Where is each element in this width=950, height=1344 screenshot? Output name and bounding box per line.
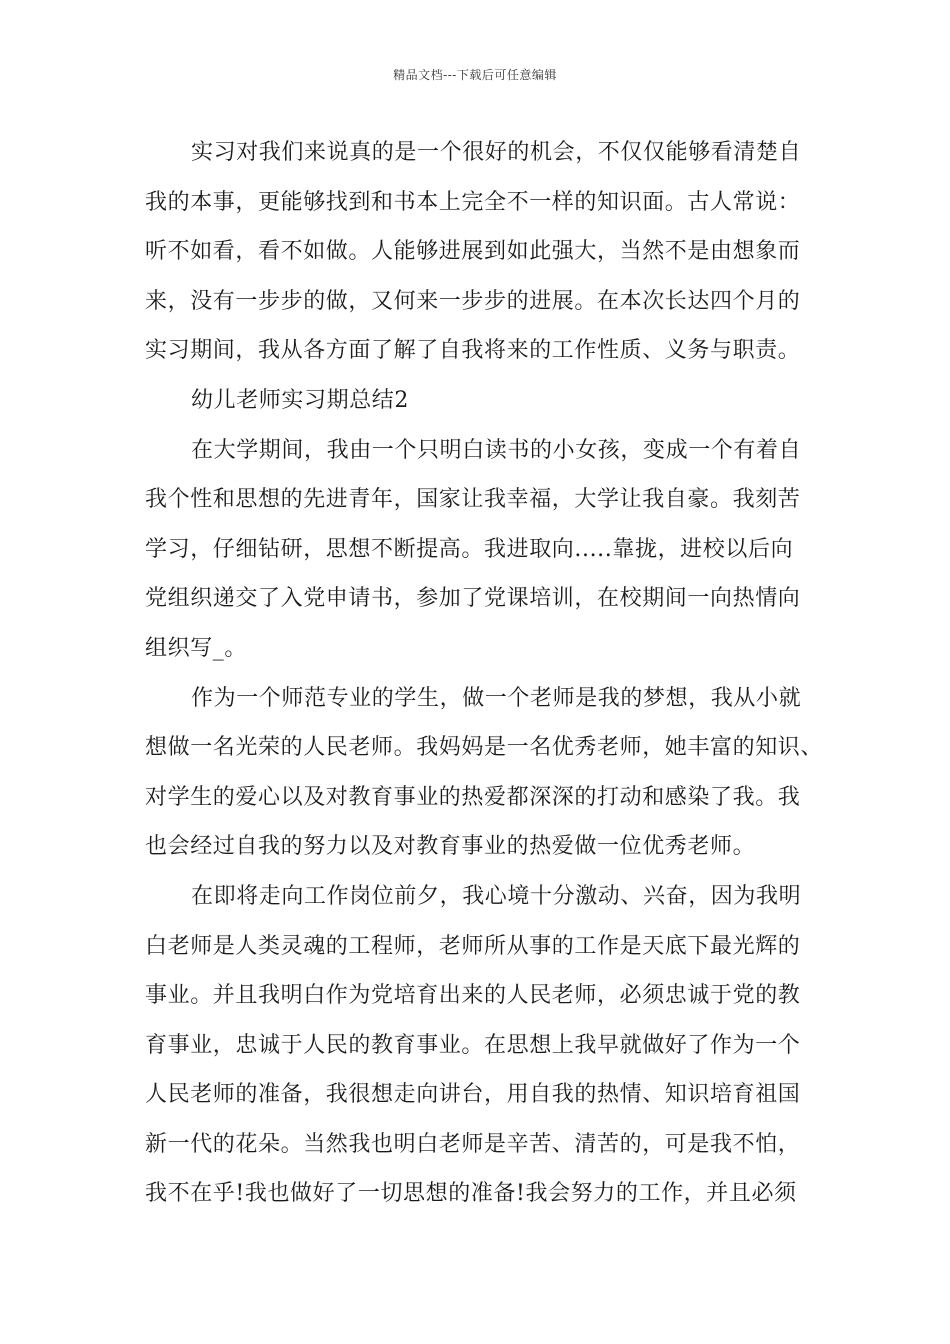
text-line: 实习对我们来说真的是一个很好的机会，不仅仅能够看清楚自 xyxy=(191,140,802,165)
text-line: 组织写_。 xyxy=(145,635,248,661)
text-line: 我个性和思想的先进青年，国家让我幸福，大学让我自豪。我刻苦 xyxy=(145,487,801,513)
text-line: 实习期间，我从各方面了解了自我将来的工作性质、义务与职责。 xyxy=(145,338,801,364)
text-line: 在即将走向工作岗位前夕，我心境十分激动、兴奋，因为我明 xyxy=(191,883,802,909)
document-body xyxy=(145,128,825,1219)
text-line: 来，没有一步步的做，又何来一步步的进展。在本次长达四个月的 xyxy=(145,288,801,314)
text-line: 对学生的爱心以及对教育事业的热爱都深深的打动和感染了我。我 xyxy=(145,784,801,810)
page-header: 精品文档---下载后可任意编辑 xyxy=(393,68,557,82)
text-line: 也会经过自我的努力以及对教育事业的热爱做一位优秀老师。 xyxy=(145,834,756,860)
text-line: 育事业，忠诚于人民的教育事业。在思想上我早就做好了作为一个 xyxy=(145,1032,801,1058)
text-line: 事业。并且我明白作为党培育出来的人民老师，必须忠诚于党的教 xyxy=(145,983,801,1009)
text-line: 在大学期间，我由一个只明白读书的小女孩，变成一个有着自 xyxy=(191,437,802,463)
text-line: 学习，仔细钻研，思想不断提高。我进取向.....靠拢，进校以后向 xyxy=(145,536,794,562)
text-line: 我不在乎!我也做好了一切思想的准备!我会努力的工作，并且必须 xyxy=(145,1181,797,1207)
section-heading: 幼儿老师实习期总结2 xyxy=(191,387,409,413)
text-line: 白老师是人类灵魂的工程师，老师所从事的工作是天底下最光辉的 xyxy=(145,933,801,959)
text-line: 听不如看，看不如做。人能够进展到如此强大，当然不是由想象而 xyxy=(145,239,801,265)
text-line: 党组织递交了入党申请书，参加了党课培训，在校期间一向热情向 xyxy=(145,586,801,612)
text-line: 作为一个师范专业的学生，做一个老师是我的梦想，我从小就 xyxy=(191,685,802,711)
text-line: 人民老师的准备，我很想走向讲台，用自我的热情、知识培育祖国 xyxy=(145,1082,801,1108)
text-line: 想做一名光荣的人民老师。我妈妈是一名优秀老师，她丰富的知识、 xyxy=(145,735,824,761)
text-line: 我的本事，更能够找到和书本上完全不一样的知识面。古人常说： xyxy=(145,189,801,215)
text-line: 新一代的花朵。当然我也明白老师是辛苦、清苦的，可是我不怕， xyxy=(145,1131,801,1157)
